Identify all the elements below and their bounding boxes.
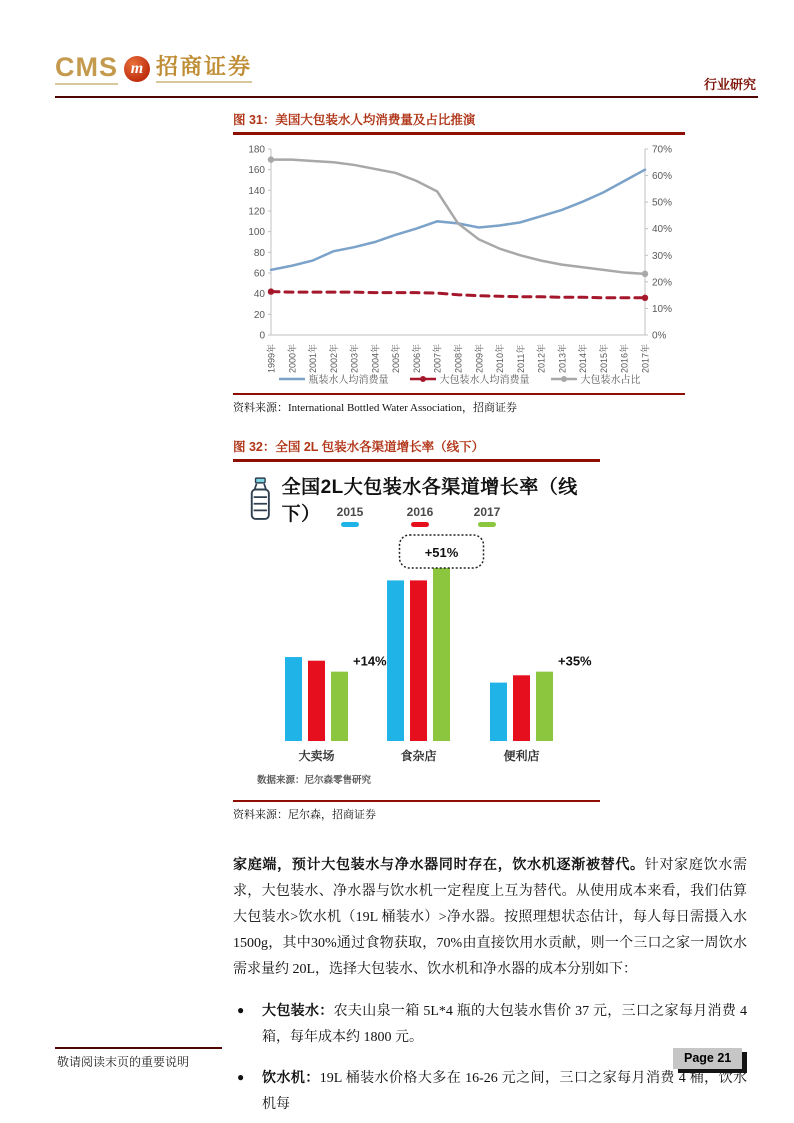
svg-text:180: 180 [248,144,265,156]
svg-text:20%: 20% [652,277,673,289]
svg-text:70%: 70% [652,144,673,156]
figure-31-source [233,399,685,415]
svg-text:60%: 60% [652,171,673,183]
source-text: 尼尔森，招商证券 [288,809,376,821]
bullet-text: 19L 桶装水价格大多在 16-26 元之间，三口之家每月消费 4 桶，饮水机每 [262,1071,747,1112]
bullet-label: 饮水机： [262,1069,320,1085]
svg-text:2009年: 2009年 [474,343,485,373]
company-logo [55,52,252,85]
figure-31-title: 图 31：美国大包装水人均消费量及占比推演 [233,110,685,135]
figure-31-bottom-rule [233,393,685,395]
svg-text:数据来源：尼尔森零售研究: 数据来源：尼尔森零售研究 [257,775,372,786]
figure-31 [233,110,685,415]
bullet-item [233,997,747,1051]
svg-text:2012年: 2012年 [536,343,547,373]
infographic-title: 全国2L大包装水各渠道增长率（线下） [281,477,578,525]
svg-text:2001年: 2001年 [308,343,319,373]
legend-item [550,371,641,386]
svg-text:2000年: 2000年 [287,343,298,373]
source-text: International Bottled Water Association，招商证券 [288,402,517,414]
body-text-column [233,851,747,1123]
svg-text:120: 120 [248,206,265,218]
logo-m-icon: m [124,56,150,82]
svg-text:2008年: 2008年 [453,343,464,373]
report-category-label: 行业研究 [703,77,756,92]
svg-text:食杂店: 食杂店 [400,749,437,763]
svg-text:10%: 10% [652,303,673,315]
household-paragraph [233,851,747,983]
bar-chart-channel-growth [233,468,600,796]
svg-text:100: 100 [248,227,265,239]
bullet-dot: ● [237,1003,245,1017]
svg-text:0: 0 [259,330,265,342]
svg-text:+51%: +51% [424,545,459,560]
line-chart-us-bottled-water [233,135,685,375]
svg-text:140: 140 [248,185,265,197]
page-number-badge: Page 21 [673,1048,742,1069]
svg-text:40%: 40% [652,224,673,236]
figure-32-source [233,806,600,822]
svg-text:+35%: +35% [558,653,592,669]
svg-text:40: 40 [253,289,265,301]
figure-32-bottom-rule [233,800,600,802]
svg-text:50%: 50% [652,197,673,209]
legend-label: 大包装水人均消费量 [439,375,530,386]
svg-text:2015年: 2015年 [598,343,609,373]
figure-32-title: 图 32：全国 2L 包装水各渠道增长率（线下） [233,437,600,462]
svg-text:+14%: +14% [353,653,387,669]
source-label: 资料来源： [233,809,288,821]
bullet-text: 农夫山泉一箱 5L*4 瓶的大包装水售价 37 元，三口之家每月消费 4 箱，每年成本约 1800 元。 [262,1004,747,1045]
svg-text:20: 20 [253,309,265,321]
line-chart-legend [233,371,685,386]
svg-text:2003年: 2003年 [349,343,360,373]
svg-text:2004年: 2004年 [370,343,381,373]
svg-text:2007年: 2007年 [432,343,443,373]
svg-text:60: 60 [253,268,265,280]
cost-bullet-list [233,997,747,1118]
paragraph-lead: 家庭端，预计大包装水与净水器同时存在，饮水机逐渐被替代。 [233,856,645,872]
svg-text:2015: 2015 [336,505,364,519]
paragraph-body: 针对家庭饮水需求，大包装水、净水器与饮水机一定程度上互为替代。从使用成本来看，我们估算大包装水>饮水机（19L 桶装水）>净水器。按照理想状态估计，每人每日需摄入水 1500g，其中30%通过食物获取，70%由直接饮用水贡献，则一个三口之家一周饮水需求量约 20L，选择大包装水、饮水机和净水器的成本分别如下： [233,858,748,977]
svg-text:30%: 30% [652,250,673,262]
svg-text:2010年: 2010年 [495,343,506,373]
bullet-label: 大包装水： [262,1002,334,1018]
svg-text:80: 80 [253,247,265,259]
bullet-dot: ● [237,1070,245,1084]
svg-text:2016: 2016 [406,505,434,519]
svg-text:2005年: 2005年 [391,343,402,373]
svg-text:大卖场: 大卖场 [298,749,335,763]
svg-text:2011年: 2011年 [515,344,526,373]
svg-text:2016年: 2016年 [619,343,630,373]
svg-text:2002年: 2002年 [328,343,339,373]
legend-item [409,371,530,386]
svg-text:便利店: 便利店 [503,749,540,763]
svg-text:160: 160 [248,165,265,177]
svg-text:2013年: 2013年 [557,343,568,373]
figure-32 [233,437,600,822]
svg-text:2017: 2017 [473,505,501,519]
logo-cn-text: 招商证券 [156,54,252,82]
source-label: 资料来源： [233,402,288,414]
logo-cms-text: CMS [55,52,118,85]
svg-text:2006年: 2006年 [411,343,422,373]
svg-text:1999年: 1999年 [266,343,277,373]
bullet-item [233,1064,747,1118]
legend-label: 大包装水占比 [580,375,641,386]
legend-label: 瓶装水人均消费量 [308,375,389,386]
svg-text:2017年: 2017年 [640,343,651,373]
svg-text:0%: 0% [652,330,667,342]
bar-chart-infographic [233,468,600,796]
footer-divider [55,1047,222,1049]
svg-text:2014年: 2014年 [578,343,589,373]
footer-disclaimer: 敬请阅读末页的重要说明 [57,1055,190,1069]
legend-item [278,371,389,386]
header-divider [55,96,758,98]
